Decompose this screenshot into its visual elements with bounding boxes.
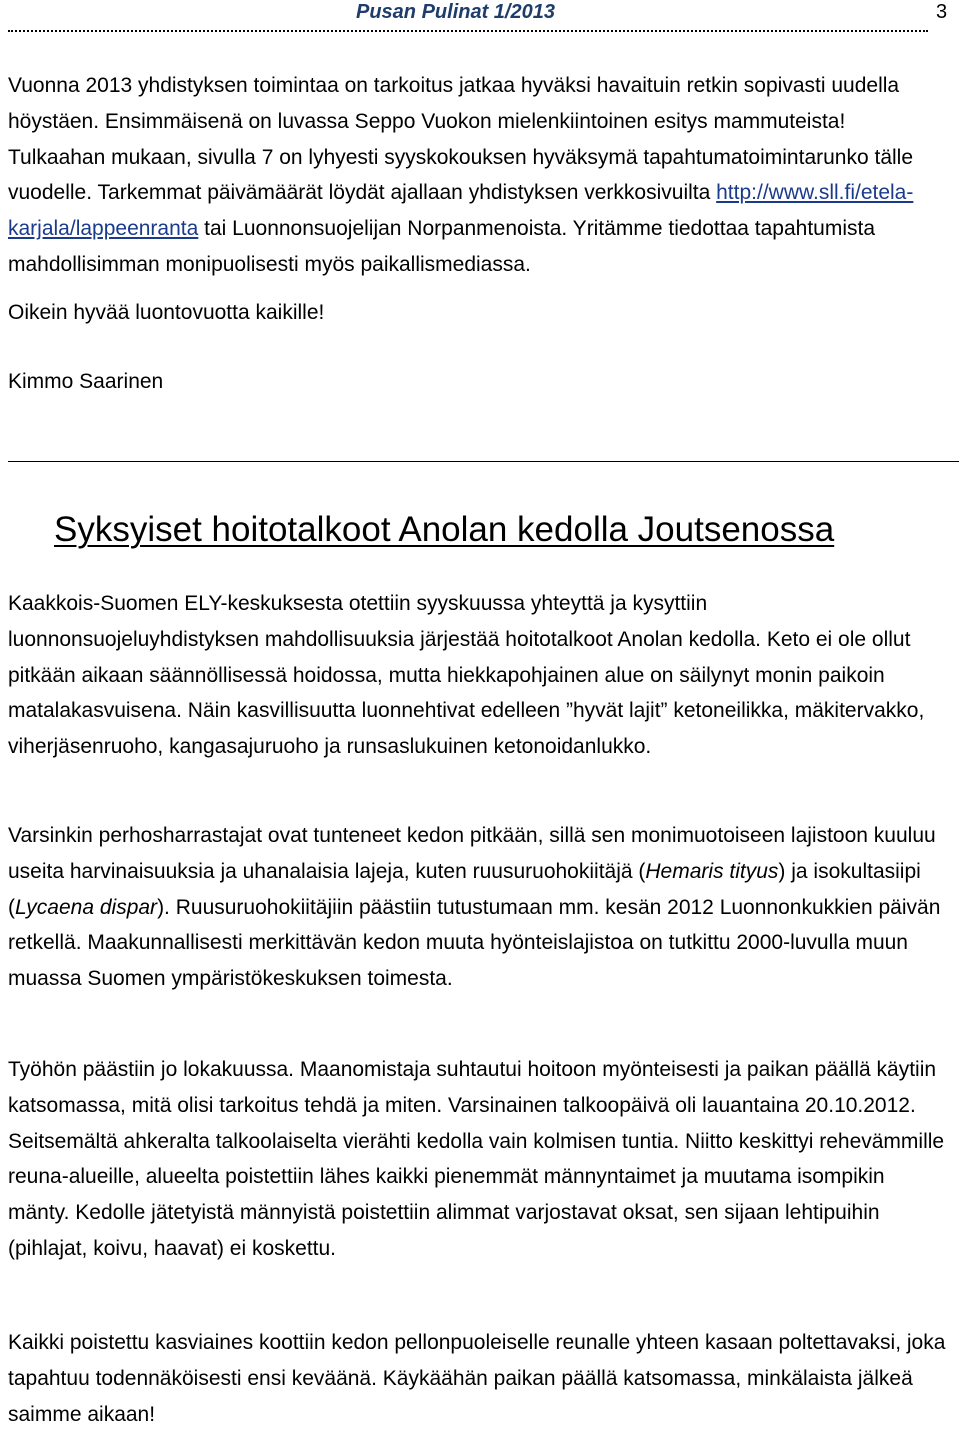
closing-wish: Oikein hyvää luontovuotta kaikille! bbox=[8, 301, 325, 324]
header-dotted-rule bbox=[8, 30, 928, 34]
signature: Kimmo Saarinen bbox=[8, 370, 164, 393]
paragraph-2-text-a: Varsinkin perhosharrastajat ovat tunteneet kedon pitkään, sillä sen monimuotoiseen lajistoon kuuluu useita harvinaisuuksia ja uhanalaisia lajeja, kuten ruusuruohokiitäjä ( bbox=[8, 824, 936, 883]
article-paragraph-4: Kaikki poistettu kasviaines koottiin kedon pellonpuoleiselle reunalle yhteen kasaan poltettavaksi, joka tapahtuu todennäköisesti ensi keväänä. Käykäähän paikan päällä katsomassa, minkälaista jälkeä saimme aikaan! bbox=[8, 1331, 946, 1426]
intro-paragraph bbox=[8, 68, 948, 283]
species-name-lycaena: Lycaena dispar bbox=[15, 895, 158, 919]
intro-text-start: Vuonna 2013 yhdistyksen toimintaa on tarkoitus jatkaa hyväksi havaituin retkin sopivasti uudella höystäen. Ensimmäisenä on luvassa Seppo Vuokon mielenkiintoinen esitys mammuteista! Tulkaahan mukaan, sivulla 7 on lyhyesti syyskokouksen hyväksymä tapahtumatoimintarunko tälle vuodelle. Tarkemmat päivämäärät löydät ajallaan yhdistyksen verkkosivuilta bbox=[8, 74, 914, 205]
page-number: 3 bbox=[936, 1, 948, 23]
intro-text-end: tai Luonnonsuojelijan Norpanmenoista. Yritämme tiedottaa tapahtumista mahdollisimman monipuolisesti myös paikallismediassa. bbox=[8, 217, 875, 276]
paragraph-2-text-c: ). Ruusuruohokiitäjiin päästiin tutustumaan mm. kesän 2012 Luonnonkukkien päivän retkellä. Maakunnallisesti merkittävän kedon muuta hyönteislajistoa on tutkittu 2000-luvulla muun muassa Suomen ympäristökeskuksen toimesta. bbox=[8, 895, 941, 991]
article-paragraph-3: Työhön päästiin jo lokakuussa. Maanomistaja suhtautui hoitoon myönteisesti ja paikan päällä käytiin katsomassa, mitä olisi tarkoitus tehdä ja miten. Varsinainen talkoopäivä oli lauantaina 20.10.2012. Seitsemältä ahkeralta talkoolaiselta vierähti kedolla vain kolmisen tuntia. Niitto keskittyi rehevämmille reuna-alueille, alueelta poistettiin lähes kaikki pienemmät männyntaimet ja muutama isompikin mänty. Kedolle jätetyistä männyistä poistettiin alimmat varjostavat oksat, sen sijaan lehtipuihin (pihlajat, koivu, haavat) ei koskettu. bbox=[8, 1058, 945, 1260]
section-divider bbox=[8, 461, 959, 462]
association-website-link[interactable]: http://www.sll.fi/etela-karjala/lappeenranta bbox=[8, 181, 914, 241]
page-header bbox=[0, 0, 960, 48]
publication-title: Pusan Pulinat 1/2013 bbox=[356, 1, 555, 23]
article-paragraph-1: Kaakkois-Suomen ELY-keskuksesta otettiin syyskuussa yhteyttä ja kysyttiin luonnonsuojeluyhdistyksen mahdollisuuksia järjestää hoitotalkoot Anolan kedolla. Keto ei ole ollut pitkään aikaan säännöllisessä hoidossa, mutta hiekkapohjainen alue on säilynyt monin paikoin matalakasvuisena. Näin kasvillisuutta luonnehtivat edelleen ”hyvät lajit” ketoneilikka, mäkitervakko, viherjäsenruoho, kangasajuruoho ja runsaslukuinen ketonoidanlukko. bbox=[8, 592, 925, 759]
species-name-hemaris: Hemaris tityus bbox=[645, 859, 779, 883]
paragraph-2-text-b: ) ja isokultasiipi ( bbox=[8, 859, 921, 919]
article-paragraph-2 bbox=[8, 818, 948, 997]
article-title: Syksyiset hoitotalkoot Anolan kedolla Joutsenossa bbox=[54, 510, 835, 549]
